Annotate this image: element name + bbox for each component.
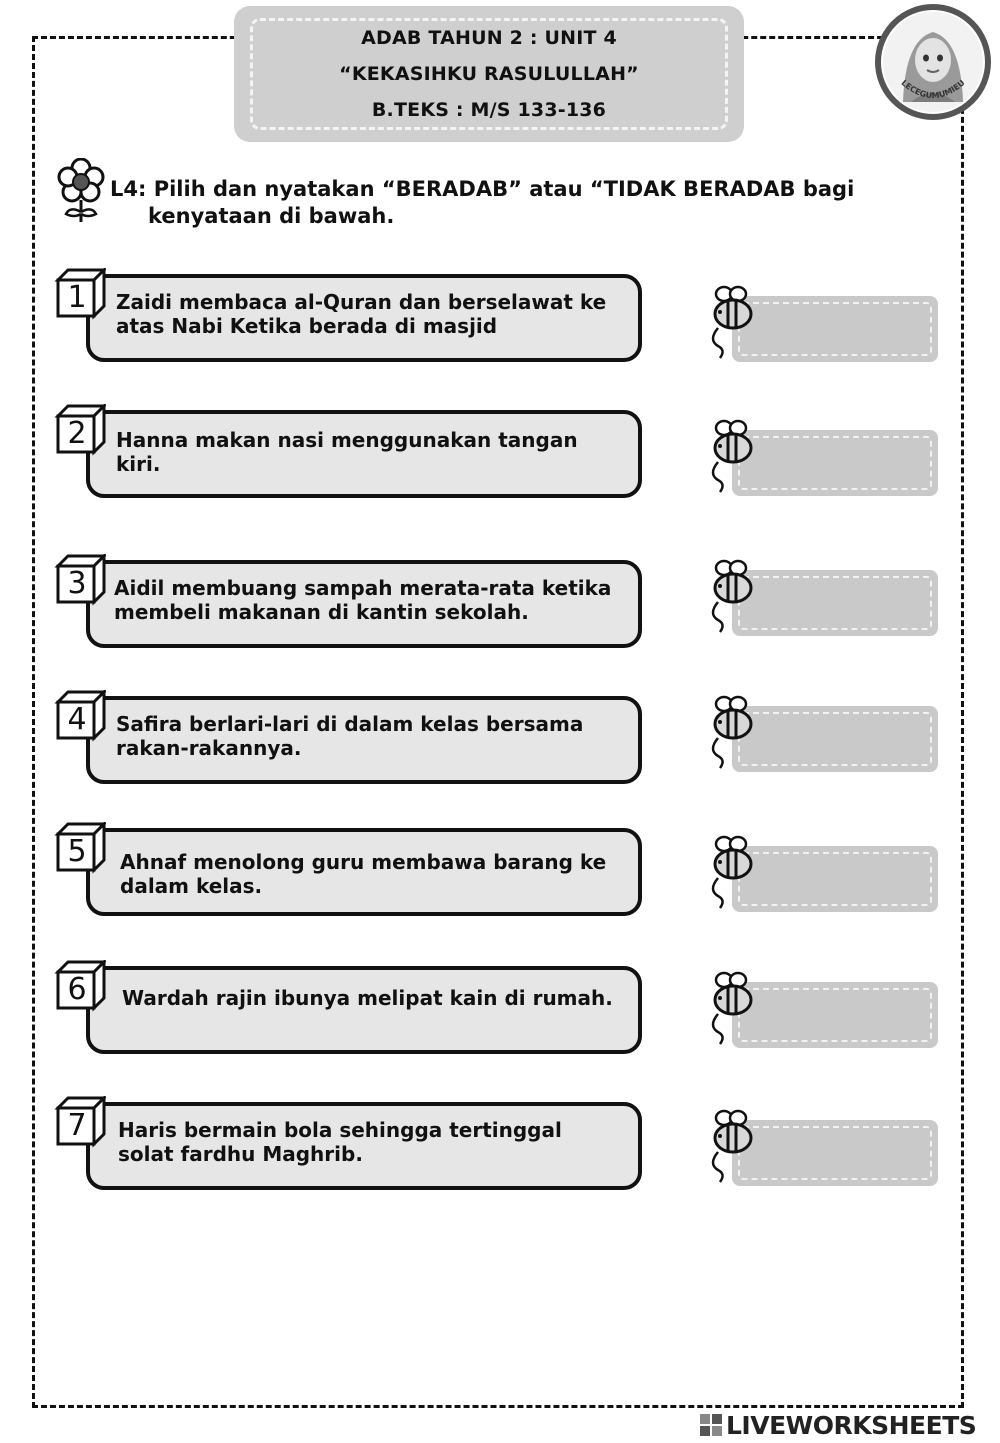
statement-text: Haris bermain bola sehingga tertinggal solat fardhu Maghrib. <box>118 1118 562 1166</box>
answer-input[interactable] <box>738 436 932 490</box>
bee-icon <box>706 284 758 364</box>
statement-item-2 <box>54 404 654 504</box>
answer-field-5[interactable] <box>706 840 942 916</box>
bee-icon <box>706 970 758 1050</box>
statement-text: Hanna makan nasi menggunakan tangan kiri. <box>116 428 578 476</box>
answer-field-4[interactable] <box>706 700 942 776</box>
statement-item-1 <box>54 268 654 368</box>
item-number: 2 <box>67 416 87 451</box>
header-line-1: ADAB TAHUN 2 : UNIT 4 <box>361 27 617 49</box>
instruction-text <box>110 176 890 230</box>
flower-icon <box>56 158 106 224</box>
answer-field-1[interactable] <box>706 290 942 366</box>
avatar-label: LECEGUMUMIEU <box>899 78 967 101</box>
instruction-line-2: kenyataan di bawah. <box>148 204 395 228</box>
statement-item-4 <box>54 690 654 790</box>
answer-field-3[interactable] <box>706 564 942 640</box>
answer-input[interactable] <box>738 988 932 1042</box>
brand-text: LIVEWORKSHEETS <box>726 1410 977 1440</box>
answer-field-6[interactable] <box>706 976 942 1052</box>
item-number: 5 <box>67 834 87 869</box>
statement-item-7 <box>54 1096 654 1196</box>
hijab-girl-icon <box>881 10 985 114</box>
answer-field-2[interactable] <box>706 424 942 500</box>
bee-icon <box>706 418 758 498</box>
liveworksheets-icon <box>700 1414 722 1436</box>
statement-box <box>86 966 642 1054</box>
answer-input[interactable] <box>738 1126 932 1180</box>
statement-item-6 <box>54 960 654 1060</box>
answer-input[interactable] <box>738 852 932 906</box>
answer-input[interactable] <box>738 302 932 356</box>
statement-text: Safira berlari-lari di dalam kelas bersama rakan-rakannya. <box>116 712 584 760</box>
instruction-line-1: L4: Pilih dan nyatakan “BERADAB” atau “TIDAK BERADAB bagi <box>110 177 855 201</box>
avatar <box>875 4 991 120</box>
bee-icon <box>706 1108 758 1188</box>
header-line-3: B.TEKS : M/S 133-136 <box>371 99 607 121</box>
bee-icon <box>706 694 758 774</box>
answer-input[interactable] <box>738 712 932 766</box>
item-number: 4 <box>67 702 87 737</box>
item-number: 1 <box>67 280 87 315</box>
worksheet-header <box>234 6 744 142</box>
bee-icon <box>706 558 758 638</box>
statement-text: Aidil membuang sampah merata-rata ketika membeli makanan di kantin sekolah. <box>114 576 612 624</box>
item-number: 6 <box>67 972 87 1007</box>
item-number: 3 <box>67 566 87 601</box>
statement-text: Zaidi membaca al-Quran dan berselawat ke atas Nabi Ketika berada di masjid <box>116 290 607 338</box>
header-line-2: “KEKASIHKU RASULULLAH” <box>339 63 639 85</box>
liveworksheets-logo[interactable] <box>700 1410 1000 1440</box>
statement-text: Wardah rajin ibunya melipat kain di rumah. <box>122 986 613 1010</box>
statement-item-3 <box>54 554 654 654</box>
answer-field-7[interactable] <box>706 1114 942 1190</box>
answer-input[interactable] <box>738 576 932 630</box>
item-number: 7 <box>67 1108 87 1143</box>
bee-icon <box>706 834 758 914</box>
statement-item-5 <box>54 822 654 922</box>
statement-text: Ahnaf menolong guru membawa barang ke dalam kelas. <box>120 850 607 898</box>
